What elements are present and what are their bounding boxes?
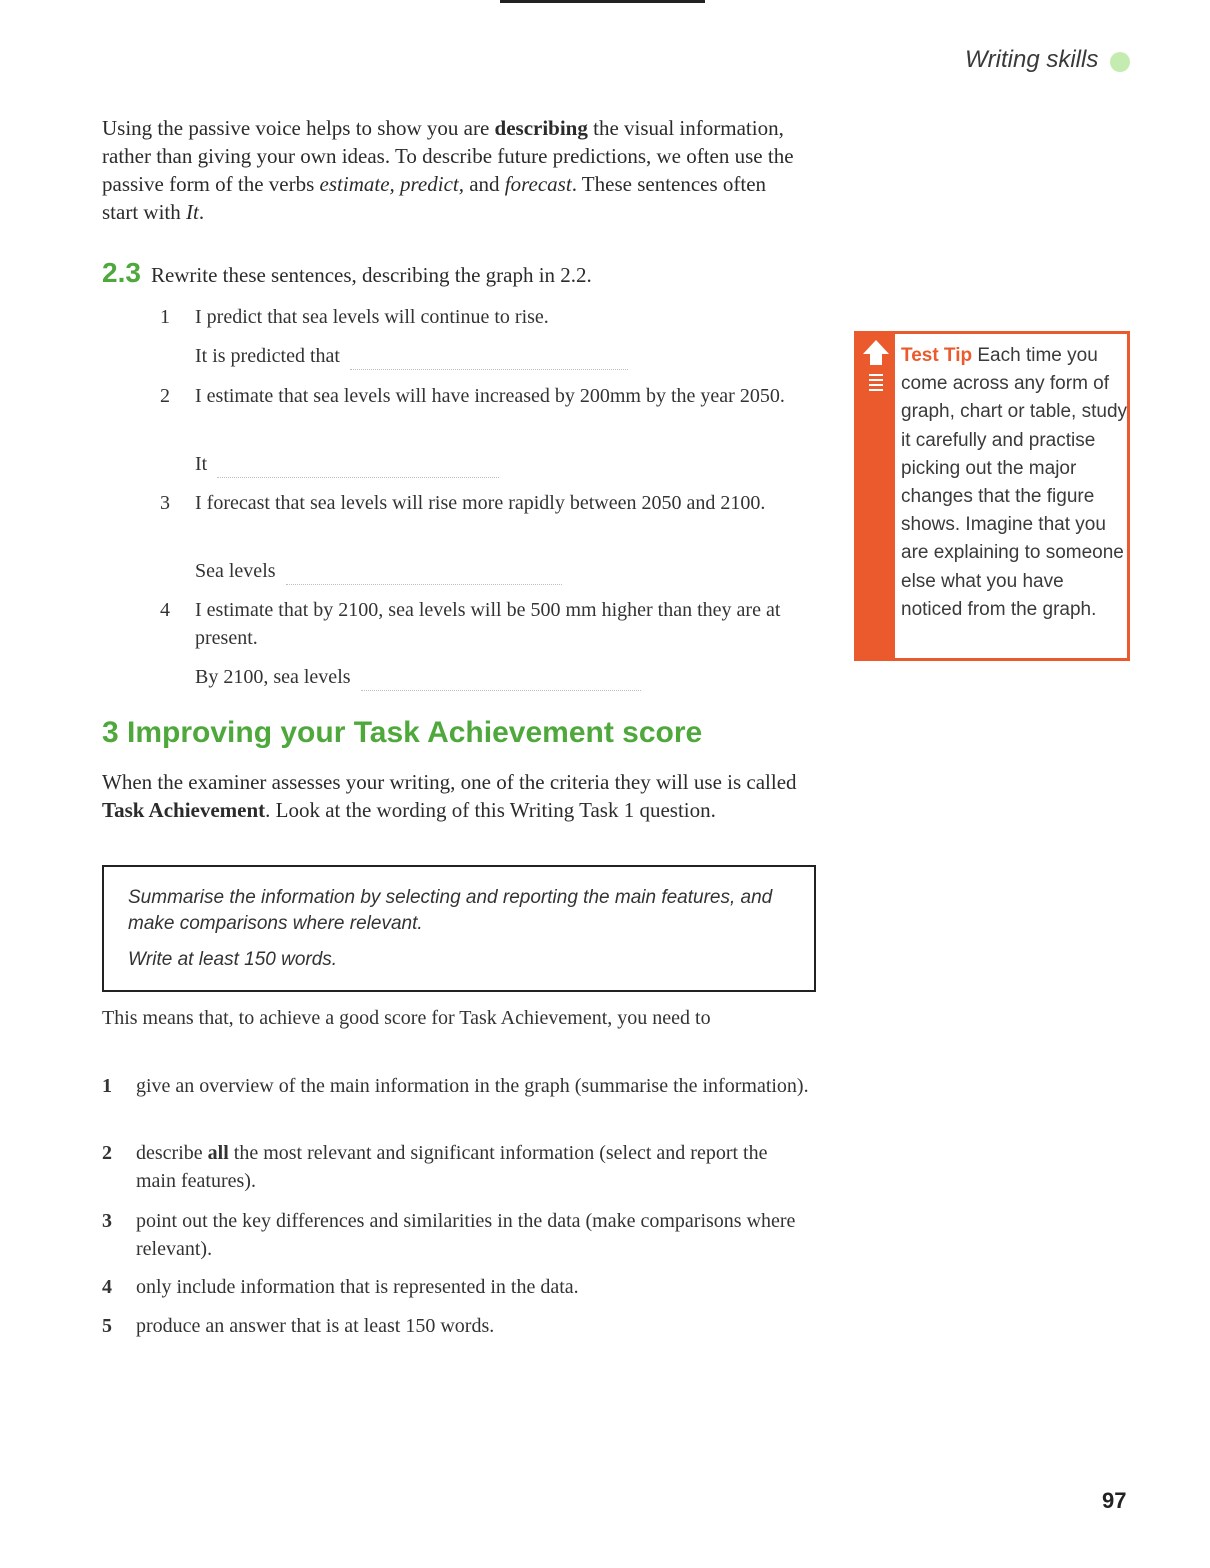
tip-label: Test Tip [901, 345, 973, 366]
answer-line[interactable]: It is predicted that [195, 342, 628, 370]
tip-text: Test Tip Each time you come across any form of graph, chart or table, study it carefully and practise picking out the major changes that the figure shows. Imagine that you are explaining to someone else what you have noticed from the graph. [901, 345, 1128, 620]
exercise-instruction: Rewrite these sentences, describing the graph in 2.2. [150, 263, 592, 287]
test-tip-box [854, 331, 1130, 661]
page-number: 97 [1102, 1488, 1127, 1513]
arrow-up-icon [861, 338, 891, 366]
answer-line[interactable]: By 2100, sea levels [195, 663, 641, 691]
exercise-item: 1 I predict that sea levels will continue to rise. [160, 306, 549, 328]
exercise-item: 4 I estimate that by 2100, sea levels will be 500 mm higher than they are at present. [160, 599, 781, 649]
criteria-item: 4 only include information that is represented in the data. [102, 1276, 579, 1298]
intro-paragraph: Using the passive voice helps to show you are describing the visual information, rather than giving your own ideas. To describe future predictions, we often use the passive form of the verbs estimate, predict, and forecast. These sentences often start with It. [102, 116, 794, 224]
answer-blank[interactable] [361, 672, 641, 691]
header-dot-icon [1110, 52, 1130, 72]
answer-blank[interactable] [286, 566, 562, 585]
task-question-text: Summarise the information by selecting and reporting the main features, and make comparisons where relevant. [128, 887, 773, 934]
answer-line[interactable]: Sea levels [195, 557, 562, 585]
top-rule [500, 0, 705, 3]
exercise-item: 3 I forecast that sea levels will rise more rapidly between 2050 and 2100. [160, 492, 766, 514]
task-word-count: Write at least 150 words. [128, 949, 338, 970]
section-intro: When the examiner assesses your writing, one of the criteria they will use is called Task Achievement. Look at the wording of this Writing Task 1 question. [102, 770, 797, 822]
tip-lines-icon [869, 374, 883, 394]
criteria-item: 1 give an overview of the main information in the graph (summarise the information). [102, 1075, 809, 1097]
means-paragraph: This means that, to achieve a good score for Task Achievement, you need to [102, 1007, 711, 1029]
exercise-item: 2 I estimate that sea levels will have increased by 200mm by the year 2050. [160, 385, 785, 407]
criteria-item: 3 point out the key differences and similarities in the data (make comparisons where relevant). [102, 1210, 796, 1260]
answer-blank[interactable] [350, 351, 628, 370]
task-question-box [102, 865, 816, 992]
section-title: 3 Improving your Task Achievement score [102, 716, 703, 749]
exercise-number: 2.3 [102, 257, 141, 288]
tip-sidebar [857, 334, 895, 658]
answer-blank[interactable] [217, 459, 499, 478]
answer-line[interactable]: It [195, 450, 499, 478]
running-header: Writing skills [965, 46, 1099, 73]
exercise-heading [102, 258, 802, 290]
criteria-item: 5 produce an answer that is at least 150 words. [102, 1315, 495, 1337]
criteria-item: 2 describe all the most relevant and significant information (select and report the main features). [102, 1142, 768, 1192]
